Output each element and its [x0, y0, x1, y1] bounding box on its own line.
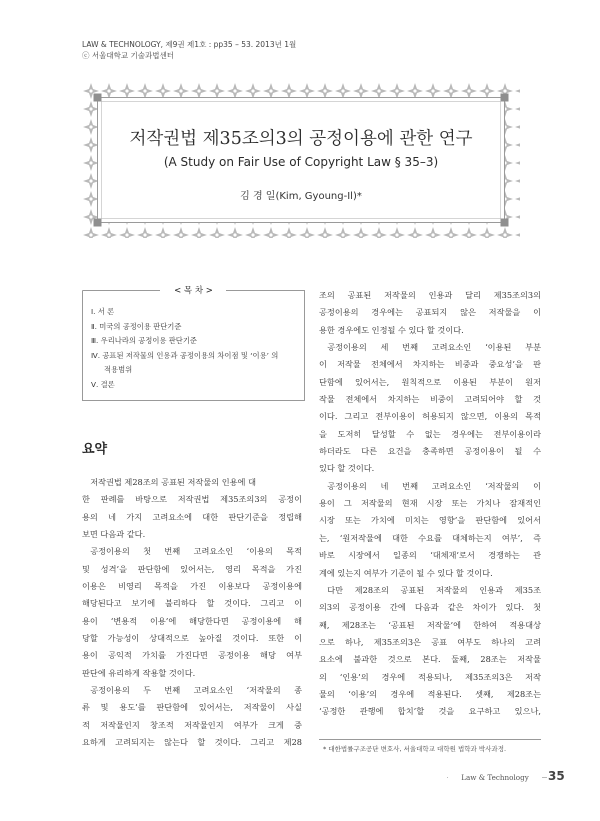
- text-line: 작물 전체에서 차지하는 비중이 고려되어야 할 것: [319, 394, 541, 405]
- journal-info: [82, 40, 296, 61]
- text-line: 하더라도 다른 요건을 충족하면 공정이용이 될 수: [319, 446, 541, 457]
- text-line: 용의 네 가지 고려요소에 대한 판단기준을 정립해: [82, 511, 302, 522]
- text-line: 계에 있는지 여부가 기준이 될 수 있다 할 것이다.: [319, 567, 493, 578]
- journal-citation: LAW & TECHNOLOGY, 제9권 제1호 : pp35 – 53. 2013년 1월: [82, 40, 297, 49]
- text-line: 용이 그 저작물의 현재 시장 또는 가치나 잠재적인: [319, 498, 541, 509]
- footer-journal-label: Law & Technology: [448, 770, 542, 785]
- toc-item: Ⅴ. 결론: [91, 379, 115, 389]
- toc-item: Ⅳ. 공표된 저작물의 인용과 공정이용의 차이점 및 ‘이용’ 의: [91, 350, 279, 360]
- text-line: 판단에 유리하게 작용할 것이다.: [82, 667, 196, 678]
- text-line: 당할 가능성이 상대적으로 높아질 것이다. 또한 이: [82, 633, 302, 644]
- text-line: 이다. 그리고 전부이용이 허용되지 않으면, 이용의 목적: [319, 411, 541, 422]
- author-footnote: * 대한법률구조공단 변호사, 서울대학교 대학원 법학과 박사과정.: [323, 745, 507, 753]
- korean-title: 저작권법 제35조의3의 공정이용에 관한 연구: [129, 129, 473, 149]
- text-line: 으로 하나, 제35조의3은 공표 여부도 하나의 고려: [319, 636, 541, 647]
- table-of-contents: [82, 283, 305, 401]
- text-line: 는, ‘원저작물에 대한 수요를 대체하는지 여부’, 즉: [319, 532, 541, 543]
- page-number: 35: [548, 769, 565, 783]
- text-line: 류 및 용도’를 판단함에 있어서는, 저작물이 사실: [82, 702, 302, 713]
- text-line: ‘공정한 관행에 합치’할 것을 요구하고 있으나,: [319, 706, 541, 717]
- text-line: 공정이용의 두 번째 고려요소인 ‘저작물의 종: [90, 685, 302, 696]
- text-line: 해당된다고 보기에 불리하다 할 것이다. 그리고 이: [82, 598, 302, 609]
- text-line: 용이 공익적 가치를 가진다면 공정이용 해당 여부: [82, 650, 302, 661]
- text-line: 다만 제28조의 공표된 저작물의 인용과 제35조: [327, 584, 541, 595]
- text-line: 단함에 있어서는, 원칙적으로 이용된 부분이 원저: [319, 376, 541, 387]
- copyright-line: ⓒ 서울대학교 기술과법센터: [82, 50, 174, 60]
- toc-item-continuation: 적용범위: [104, 365, 133, 374]
- text-line: 바로 시장에서 일종의 ‘대체재’로서 경쟁하는 관: [319, 550, 541, 561]
- text-line: 공정이용의 첫 번째 고려요소인 ‘이용의 목적: [90, 546, 302, 557]
- text-line: 이용은 비영리 목적을 가진 이용보다 공정이용에: [82, 581, 302, 592]
- summary-column-right: [319, 287, 541, 721]
- text-line: 요하게 고려되지는 않는다 할 것이다. 그리고 제28: [82, 737, 302, 748]
- text-line: 공정이용의 네 번째 고려요소인 ‘저작물의 이: [327, 480, 541, 491]
- summary-column-left: [82, 474, 302, 752]
- text-line: 저작권법 제28조의 공표된 저작물의 인용에 대: [90, 477, 256, 487]
- text-line: 한 판례를 바탕으로 저작권법 제35조의3의 공정이: [82, 494, 302, 505]
- text-line: 보면 다음과 같다.: [82, 529, 146, 540]
- toc-list: [91, 305, 299, 392]
- toc-heading: < 목 차 >: [174, 286, 213, 296]
- text-line: 및 성격’을 판단함에 있어서는, 영리 목적을 가진: [82, 563, 302, 574]
- footnote-divider: [319, 739, 541, 740]
- text-line: 공정이용의 세 번째 고려요소인 ‘이용된 부분: [327, 342, 541, 353]
- text-line: 있다 할 것이다.: [319, 463, 375, 474]
- text-line: 이 저작물 전체에서 차지하는 비중과 중요성’을 판: [319, 359, 541, 370]
- text-line: 의3의 공정이용 간에 다음과 같은 차이가 있다. 첫: [319, 602, 541, 613]
- toc-item: Ⅲ. 우리나라의 공정이용 판단기준: [91, 336, 197, 345]
- text-line: 물의 ‘이용’의 경우에 적용된다. 셋째, 제28조는: [319, 688, 541, 699]
- title-box: [82, 82, 520, 238]
- author-line: 김 경 일(Kim, Gyoung-Il)*: [240, 191, 362, 202]
- text-line: 용한 경우에도 인정될 수 있다 할 것이다.: [319, 324, 464, 335]
- text-line: 용이 ‘변용적 이용’에 해당한다면 공정이용에 해: [82, 615, 302, 626]
- text-line: 적 저작물인지 창조적 저작물인지 여부가 크게 중: [82, 719, 302, 730]
- text-line: 요소에 불과한 것으로 본다. 둘째, 28조는 저작물: [319, 654, 541, 665]
- text-line: 의 ‘인용’의 경우에 적용되나, 제35조의3은 저작: [319, 671, 541, 682]
- english-title: (A Study on Fair Use of Copyright Law § 35–3): [163, 155, 439, 169]
- toc-item: Ⅱ. 미국의 공정이용 판단기준: [91, 321, 182, 331]
- toc-item: Ⅰ. 서 론: [91, 307, 115, 316]
- text-line: 째, 제28조는 ‘공표된 저작물’에 한하여 적용대상: [319, 619, 541, 630]
- text-line: 공정이용의 경우에는 공표되지 않은 저작물을 이: [319, 307, 541, 318]
- text-line: 을 도저히 달성할 수 없는 경우에는 전부이용이라: [319, 428, 541, 439]
- text-line: 조의 공표된 저작물의 인용과 달리 제35조의3의: [319, 290, 541, 300]
- summary-heading: 요약: [82, 442, 108, 457]
- text-line: 시장 또는 가치에 미치는 영향’을 판단함에 있어서: [319, 515, 541, 526]
